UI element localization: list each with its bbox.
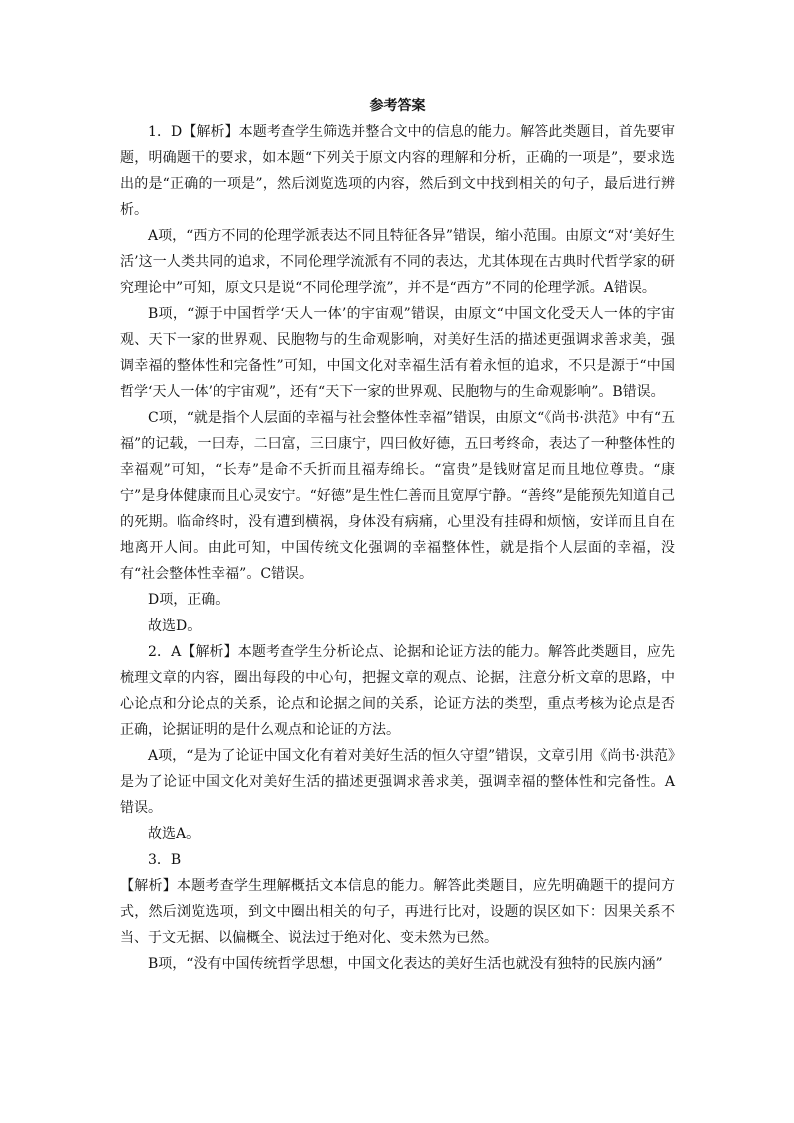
answer-1-choice: 故选D。 [148, 618, 202, 634]
answer-1-option-b: B项，“源于中国哲学‘天人一体’的宇宙观”错误，由原文“中国文化受天人一体的宇宙观、天下一家的世界观、民胞物与的生命观影响，对美好生活的描述更强调求善求美，强调幸福的整体性和完备性”可知，中国文化对幸福生活有着永恒的追求，不只是源于“中国哲学‘天人一体’的宇宙观”，还有“天下一家的世界观、民胞物与的生命观影响”。B错误。 [120, 306, 675, 400]
answer-1-analysis: 1．D【解析】本题考查学生筛选并整合文中的信息的能力。解答此类题目，首先要审题，明确题干的要求，如本题“下列关于原文内容的理解和分析，正确的一项是”，要求选出的是“正确的一项是”，然后浏览选项的内容，然后到文中找到相关的句子，最后进行辨析。 [120, 124, 675, 218]
answer-1-option-a: A项，“西方不同的伦理学派表达不同且特征各异”错误，缩小范围。由原文“对‘美好生活’这一人类共同的追求，不同伦理学流派有不同的表达，尤其体现在古典时代哲学家的研究理论中”可知，原文只是说“不同伦理学流”，并不是“西方”不同的伦理学派。A错误。 [120, 228, 675, 296]
answer-1-option-d: D项，正确。 [148, 592, 230, 608]
answer-3-option-b: B项，“没有中国传统哲学思想，中国文化表达的美好生活也就没有独特的民族内涵” [148, 956, 663, 972]
page-title: 参考答案 [369, 98, 426, 114]
answer-2-choice: 故选A。 [148, 826, 201, 842]
answer-2-option-a: A项，“是为了论证中国文化有着对美好生活的恒久守望”错误，文章引用《尚书·洪范》是为了论证中国文化对美好生活的描述更强调求善求美，强调幸福的整体性和完备性。A错误。 [120, 748, 675, 816]
answer-1-option-c: C项，“就是指个人层面的幸福与社会整体性幸福”错误，由原文“《尚书·洪范》中有“五福”的记载，一曰寿，二曰富，三曰康宁，四曰攸好德，五曰考终命，表达了一种整体性的幸福观”可知，“长寿”是命不夭折而且福寿绵长。“富贵”是钱财富足而且地位尊贵。“康宁”是身体健康而且心灵安宁。“好德”是生性仁善而且宽厚宁静。“善终”是能预先知道自己的死期。临命终时，没有遭到横祸，身体没有病痛，心里没有挂碍和烦恼，安详而且自在地离开人间。由此可知，中国传统文化强调的幸福整体性，就是指个人层面的幸福，没有“社会整体性幸福”。C错误。 [120, 410, 675, 582]
answer-3-heading: 3．B [148, 852, 182, 868]
answer-2-analysis: 2．A【解析】本题考查学生分析论点、论据和论证方法的能力。解答此类题目，应先梳理文章的内容，圈出每段的中心句，把握文章的观点、论据，注意分析文章的思路，中心论点和分论点的关系，论点和论据之间的关系，论证方法的类型，重点考核为论点是否正确，论据证明的是什么观点和论证的方法。 [120, 644, 675, 738]
answer-key-content [120, 93, 675, 977]
answer-3-analysis: 【解析】本题考查学生理解概括文本信息的能力。解答此类题目，应先明确题干的提问方式，然后浏览选项，到文中圈出相关的句子，再进行比对，设题的误区如下：因果关系不当、于文无据、以偏概全、说法过于绝对化、变未然为已然。 [120, 878, 675, 946]
